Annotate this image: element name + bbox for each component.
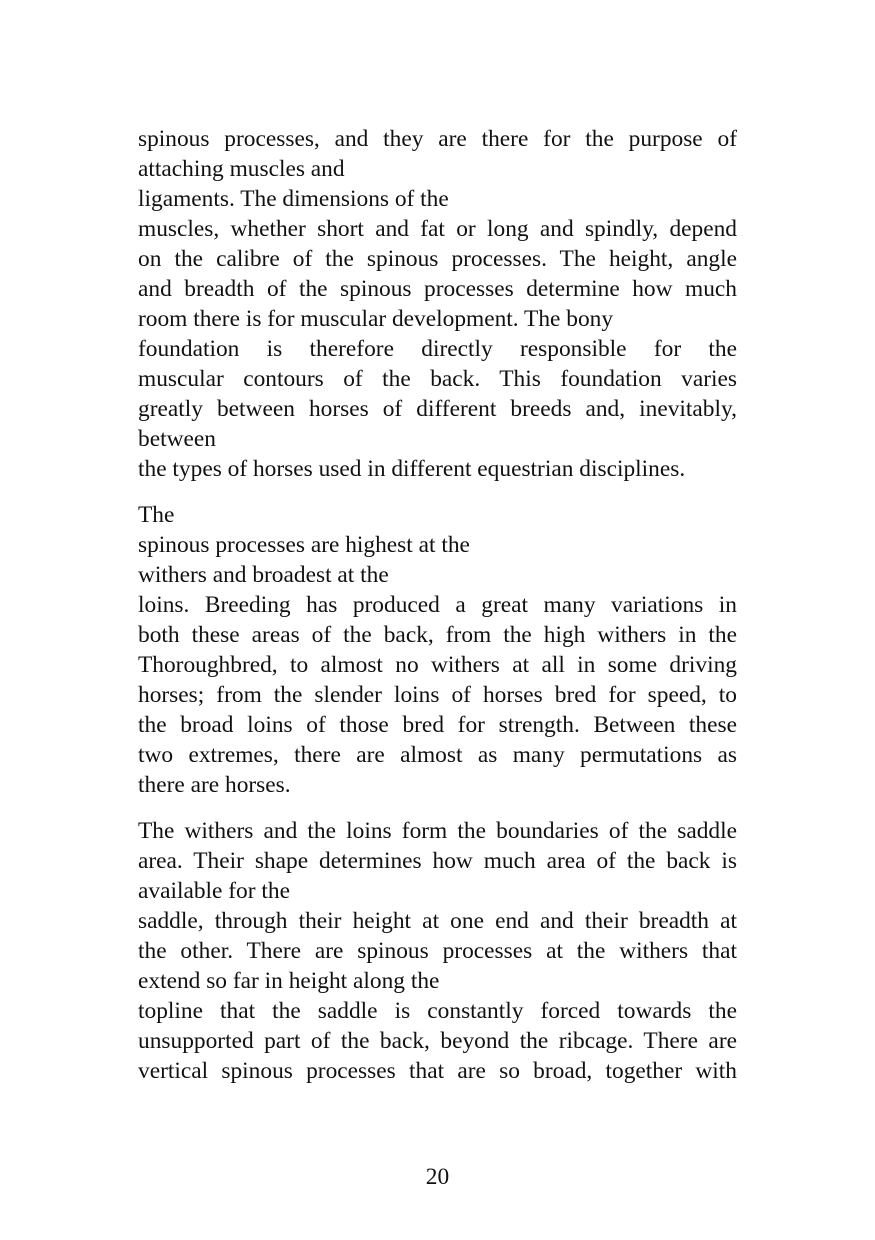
text-line: horses; from the slender loins of horses bred for speed, to — [138, 682, 737, 708]
page-body — [138, 124, 737, 1102]
text-line: both these areas of the back, from the high withers in the — [138, 622, 737, 648]
paragraph-2 — [138, 500, 737, 800]
text-line: withers and broadest at the — [138, 562, 389, 588]
text-line: spinous processes, and they are there for the purpose of — [138, 126, 737, 152]
text-line: the types of horses used in different equestrian disciplines. — [138, 456, 686, 482]
text-line: Thoroughbred, to almost no withers at all in some driving — [138, 652, 737, 678]
paragraph-3 — [138, 816, 737, 1086]
text-line: The withers and the loins form the boundaries of the saddle — [138, 818, 737, 844]
text-line: topline that the saddle is constantly forced towards the — [138, 998, 737, 1024]
text-line: muscles, whether short and fat or long and spindly, depend — [138, 216, 737, 242]
text-line: ligaments. The dimensions of the — [138, 186, 449, 212]
text-line: unsupported part of the back, beyond the ribcage. There are — [138, 1028, 737, 1054]
text-line: the other. There are spinous processes at the withers that — [138, 938, 737, 964]
text-line: foundation is therefore directly responsible for the — [138, 336, 737, 362]
text-line: greatly between horses of different breeds and, inevitably, — [138, 396, 737, 422]
text-line: vertical spinous processes that are so broad, together with — [138, 1058, 737, 1084]
text-line: there are horses. — [138, 772, 291, 798]
text-line: muscular contours of the back. This foundation varies — [138, 366, 737, 392]
paragraph-1 — [138, 124, 737, 484]
text-line: on the calibre of the spinous processes. The height, angle — [138, 246, 737, 272]
text-line: room there is for muscular development. The bony — [138, 306, 614, 332]
text-line: and breadth of the spinous processes determine how much — [138, 276, 737, 302]
text-line: area. Their shape determines how much area of the back is — [138, 848, 737, 874]
text-line: two extremes, there are almost as many permutations as — [138, 742, 737, 768]
page-number: 20 — [425, 1164, 450, 1190]
text-line: spinous processes are highest at the — [138, 532, 470, 558]
text-line: extend so far in height along the — [138, 968, 440, 994]
text-line: saddle, through their height at one end and their breadth at — [138, 908, 737, 934]
text-line: loins. Breeding has produced a great many variations in — [138, 592, 737, 618]
text-line: available for the — [138, 878, 290, 904]
text-line: The — [138, 502, 175, 528]
text-line: the broad loins of those bred for strength. Between these — [138, 712, 737, 738]
text-line: attaching muscles and — [138, 156, 345, 182]
text-line: between — [138, 426, 216, 452]
